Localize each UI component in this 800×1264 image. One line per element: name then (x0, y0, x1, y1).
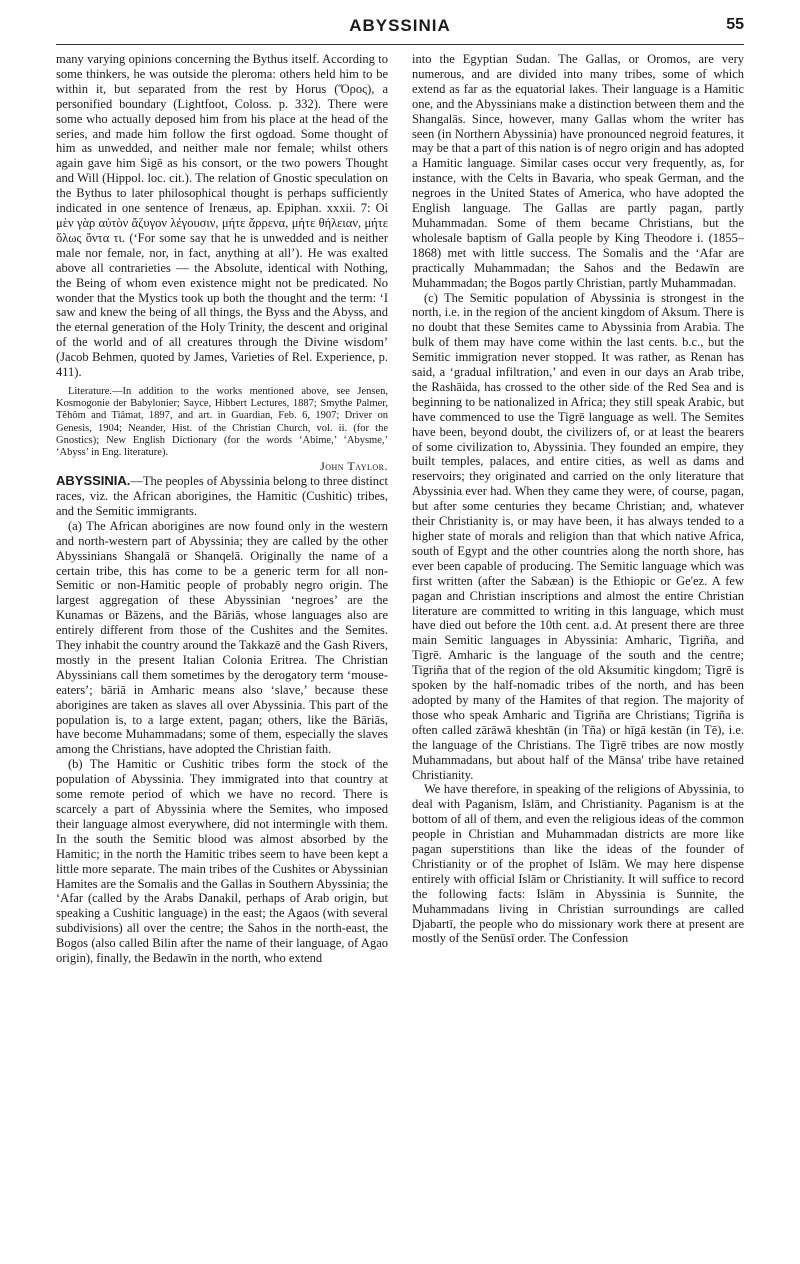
section-a-text: are now found only in the western and north-western part of Abyssinia; they are called by the other Abyssinians Shangalā or Shanqelā. Originally the name of a certain tribe, this has come to be a generic term for all non-Semitic or non-Hamitic people of probably negro origin. The largest aggregation of these Abyssinian ‘negroes’ are the Kunamas or Bāzens, and the Bāriās, whose languages also are entirely different from those of the Cushites and the Semites. They inhabit the country around the Takkazē and the Gash Rivers, mostly in the present Italian Colonia Eritrea. The Christian Abyssinians call them sometimes by the derogatory term ‘mouse-eaters’; bāriā in Amharic means also ‘slave,’ because these aborigines are taken as slaves all over Abyssinia. This part of the population is, to a large extent, pagan; others, like the Bāriās, have become Muhammadans; some of them, especially the slaves among the Christians, have adopted the Christian faith. (56, 518, 388, 757)
section-c (412, 291, 744, 783)
section-a-label: (a) The African aborigines (68, 518, 205, 533)
intro-text: —The peoples of Abyssinia belong to three distinct races, viz. the African aborigines, the Hamitic (Cushitic) tribes, and the Semitic immigrants. (56, 474, 388, 518)
section-c-text: of Abyssinia is strongest in the north, i.e. in the region of the ancient kingdom of Aksum. There is no doubt that these Semites came to Abyssinia from Arabia. The bulk of them may have come within the last cents. b.c., but the Semitic immigration never stopped. It was rather, as Renan has said, a ‘gradual infiltration,’ and even in our days an Arab tribe, the Rashāida, has crossed to the other side of the Red Sea and is beginning to be nationalized in Africa; they still speak Arabic, but have commenced to use the Tigrē language as well. The Semites have been, beyond doubt, the civilizers of, or at least the bearers of some civilization to, Abyssinia. They founded an empire, they built temples, palaces, and entire cities, as well as dams and reservoirs; they originated and carried on the only literature that Abyssinia ever had. When they came they were, of course, pagan, but after some centuries they became Christian; and, whatever their Christianity is, or may have been, it has always tended to a higher state of morals and religion than that which native Africa, south of Egypt and the other countries along the north shore, has ever been capable of producing. The Semitic language which was first written (after the Sabæan) is the Ethiopic or Ge'ez. A few pagan and Christian inscriptions and almost the entire Christian literature are committed to writing in this language, which must have died out before the 10th cent. a.d. At present there are three main Semitic languages in Abyssinia: Amharic, Tigriña, and Tigrē. Amharic is the language of the south and the centre; Tigriña that of the region of the old Aksumitic kingdom; Tigrē is spoken by the half-nomadic tribes of the north, and has been adopted by many of the Hamites of that region. The majority of those who speak Amharic and Tigriña are Christians; Tigriña is often called zārāwā kheshtān (in Tña) or hīgā kestān (in Tē), i.e. the language of the Christians. The Tigrē tribes are now mostly Muhammadans, but about half of the Mānsa' tribe have retained Christianity. (412, 290, 744, 782)
article-author: John Taylor. (320, 459, 388, 474)
section-a (56, 519, 388, 758)
running-title: ABYSSINIA (349, 16, 451, 35)
religions-paragraph: We have therefore, in speaking of the religions of Abyssinia, to deal with Paganism, Islām, and Christianity. Paganism is at the bottom of all of them, and even the religious ideas of the common people in Christian and Muhammadan districts are more like pagan superstitions than like the ideas of the founder of Christianity or of the prophet of Islām. We may here dispense entirely with official Islām or Christianity. It will suffice to record the following facts: Islām in Abyssinia is Sunnite, the Muhammadans living in Christian surroundings are called Djabartī, the people who do missionary work there at present are mostly of the Senūsī order. The Confession (412, 782, 744, 946)
page-number: 55 (726, 16, 744, 33)
left-column (56, 52, 388, 966)
literature-note: Literature.—In addition to the works mentioned above, see Jensen, Kosmogonie der Babylonier; Sayce, Hibbert Lectures, 1887; Smythe Palmer, Tĕhôm and Tiâmat, 1897, and art. in Guardian, Feb. 6, 1907; Driver on Genesis, 1904; Neander, Hist. of the Christian Church, vol. ii. (for the Gnostics); New English Dictionary (for the words ‘Abime,’ ‘Abysme,’ ‘Abyss’ in Eng. literature). (56, 385, 388, 458)
section-b-label: (b) The Hamitic or Cushitic tribes (68, 757, 260, 772)
gallas-paragraph: into the Egyptian Sudan. The Gallas, or Oromos, are very numerous, and are divided into many tribes, some of which extend as far as the equatorial lakes. Their language is a Hamitic one, and the Abyssinians make a distinction between them and the Shangalās. Since, however, many Gallas whom the writer has seen (in Northern Abyssinia) have pronounced negroid features, it may be that a part of this nation is of negro origin and has adopted a Hamitic language. Similar cases occur very frequently, as, for instance, with the Celts in Bavaria, who speak German, and the negroes in the United States of America, who have adopted the English language. The Gallas are partly pagan, partly Muhammadan. Some of them became Christians, but the wholesale baptism of Galla people by King Theodore i. (1855–1868) met with little success. The Somalis and the ‘Afar are practically Muhammadan; the Sahos and the Bedawīn are Muhammadan; the Bogos partly Christian, partly Muhammadan. (412, 52, 744, 290)
article-heading: ABYSSINIA. (56, 473, 131, 489)
header-rule (56, 44, 744, 45)
page-header (56, 16, 744, 42)
section-b (56, 757, 388, 966)
bythus-paragraph: many varying opinions concerning the Bythus itself. According to some thinkers, he was outside the pleroma: others held him to be within it, but separated from the rest by Horus (Ὅρος), a personified boundary (Lightfoot, Coloss. p. 332). There were some who actually deposed him from his place at the head of the series, and made him follow the first ogdoad. Some thought of him as unwedded, and neither male nor female; whilst others again gave him Sigē as his consort, or the two powers Thought and Will (Hippol. loc. cit.). The relation of Gnostic speculation on the Bythus to later philosophical thought is perhaps sufficiently indicated in one sentence of Irenæus, ap. Epiphan. xxxii. 7: Οἱ μὲν γὰρ αὐτὸν ἄζυγον λέγουσιν, μήτε ἄρρενα, μήτε θήλειαν, μήτε ὅλως ὄντα τι. (‘For some say that he is unwedded and is neither male nor female, nor, in fact, anything at all’). He was exalted above all contrarieties — the Absolute, identical with Nothing, the Being of whom even existence might not be predicated. No wonder that the Mystics took up both the thought and the term: ‘I saw and knew the being of all things, the Byss and the Abyss, and the eternal generation of the Holy Trinity, the descent and original of the world and of all creatures through the Divine wisdom’ (Jacob Behmen, quoted by James, Varieties of Rel. Experience, p. 411). (56, 52, 388, 380)
abyssinia-intro (56, 474, 388, 519)
right-column (412, 52, 744, 946)
section-c-label: (c) The Semitic population (424, 290, 568, 305)
section-b-text: form the stock of the population of Abyssinia. They immigrated into that country at some remote period of which we have no record. There is scarcely a part of Abyssinia where the Semites, who imposed their language almost everywhere, did not intermingle with them. In the south the Semitic blood was almost absorbed by the Hamitic; in the north the Hamitic tribes seem to have been kept a little more separate. The main tribes of the Cushites or Abyssinian Hamites are the Somalis and the Gallas in Southern Abyssinia; the ‘Afar (called by the Arabs Danakil, perhaps of Arab origin, but speaking a Cushitic language) in the east; the Agaos (with several subdivisions) all over the centre; the Sahos in the north-east, the Bogos (also called Bilin after the name of their language, of Agao origin), finally, the Bedawīn in the north, who extend (56, 757, 389, 966)
